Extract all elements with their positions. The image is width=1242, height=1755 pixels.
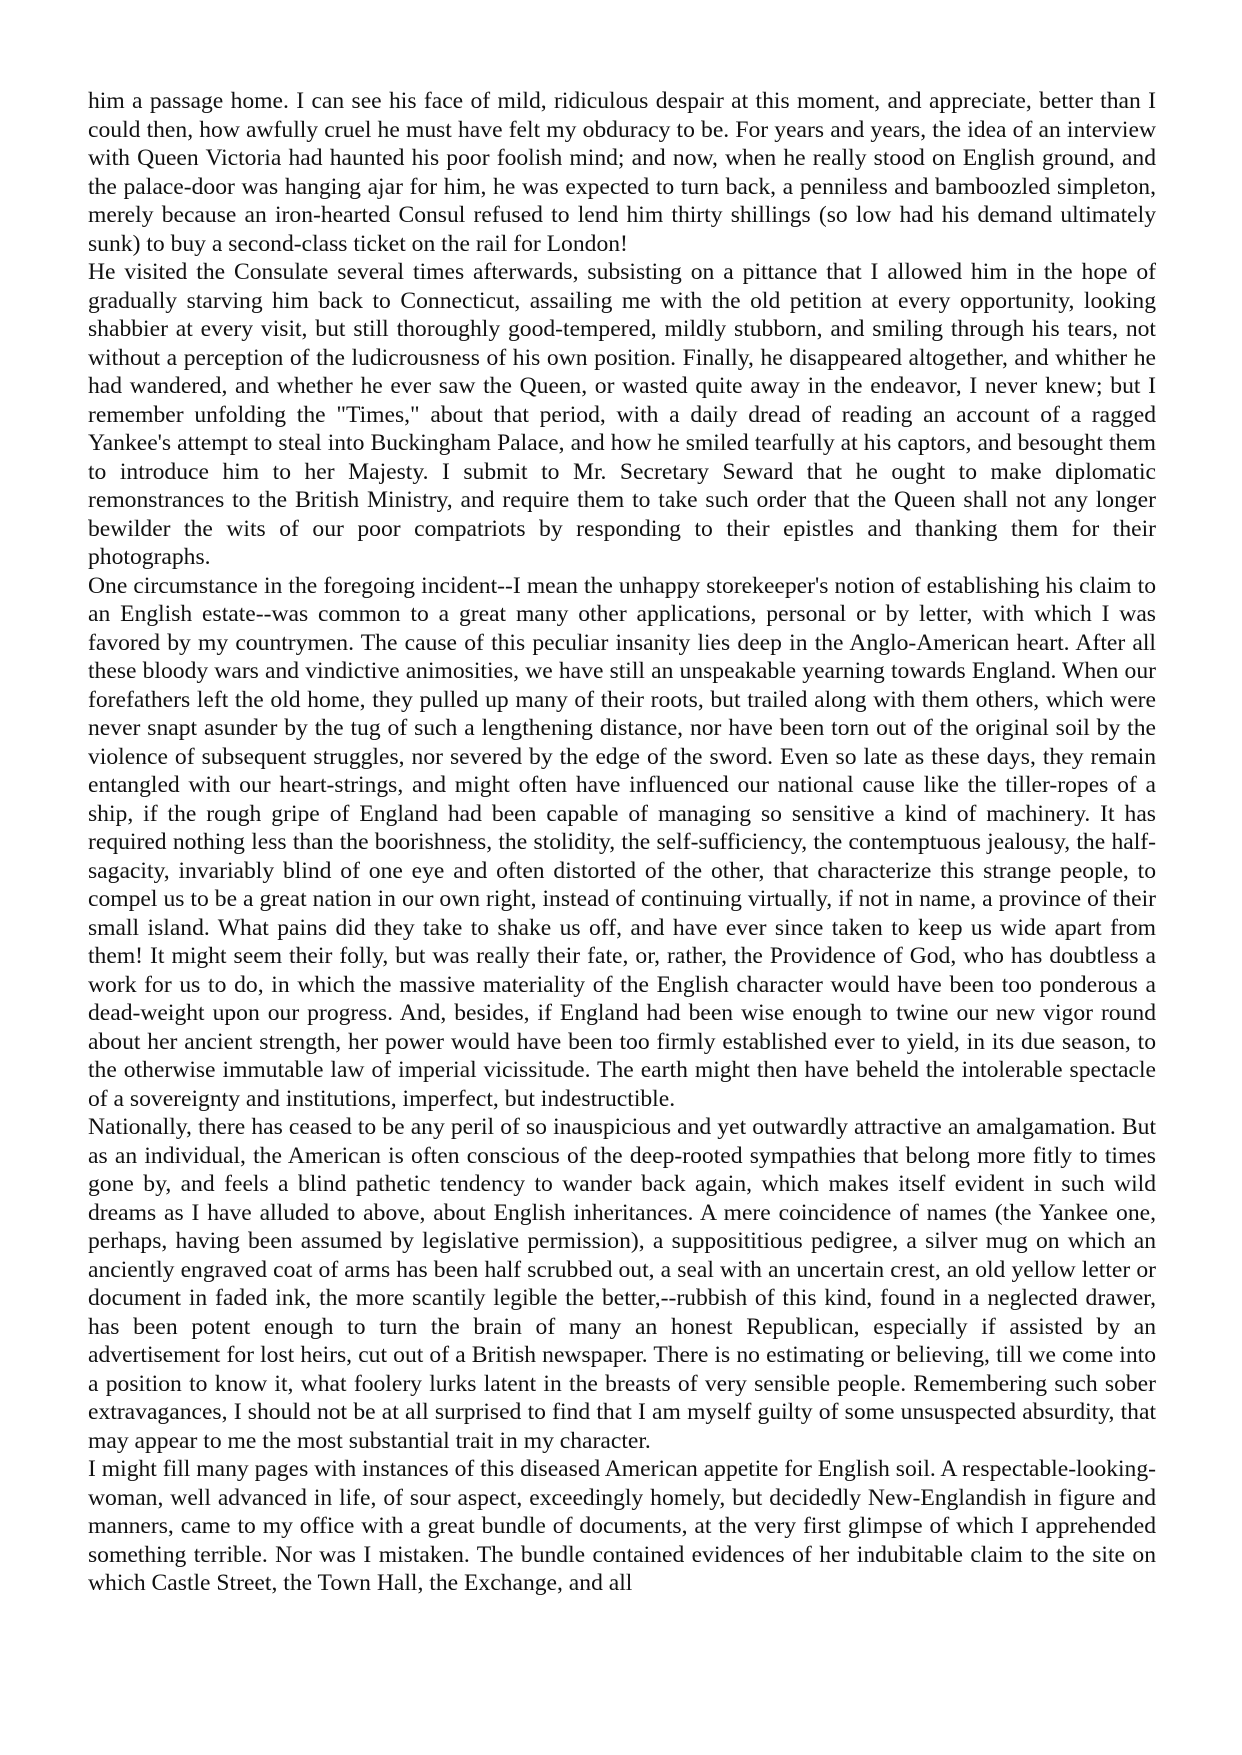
paragraph-5: I might fill many pages with instances of this diseased American appetite for English soil. A respectable-looking-woman, well advanced in life, of sour aspect, exceedingly homely, but decidedly New-Englandish in figure and manners, came to my office with a great bundle of documents, at the very first glimpse of which I apprehended something terrible. Nor was I mistaken. The bundle contained evidences of her indubitable claim to the site on which Castle Street, the Town Hall, the Exchange, and all — [88, 1456, 1156, 1596]
paragraph-2: He visited the Consulate several times afterwards, subsisting on a pittance that I allowed him in the hope of gradually starving him back to Connecticut, assailing me with the old petition at every opportunity, looking shabbier at every visit, but still thoroughly good-tempered, mildly stubborn, and smiling through his tears, not without a perception of the ludicrousness of his own position. Finally, he disappeared altogether, and whither he had wandered, and whether he ever saw the Queen, or wasted quite away in the endeavor, I never knew; but I remember unfolding the "Times," about that period, with a daily dread of reading an account of a ragged Yankee's attempt to steal into Buckingham Palace, and how he smiled tearfully at his captors, and besought them to introduce him to her Majesty. I submit to Mr. Secretary Seward that he ought to make diplomatic remonstrances to the British Ministry, and require them to take such order that the Queen shall not any longer bewilder the wits of our poor compatriots by responding to their epistles and thanking them for their photographs. — [88, 259, 1156, 570]
paragraph-3: One circumstance in the foregoing incident--I mean the unhappy storekeeper's notion of establishing his claim to an English estate--was common to a great many other applications, personal or by letter, with which I was favored by my countrymen. The cause of this peculiar insanity lies deep in the Anglo-American heart. After all these bloody wars and vindictive animosities, we have still an unspeakable yearning towards England. When our forefathers left the old home, they pulled up many of their roots, but trailed along with them others, which were never snapt asunder by the tug of such a lengthening distance, nor have been torn out of the original soil by the violence of subsequent struggles, nor severed by the edge of the sword. Even so late as these days, they remain entangled with our heart-strings, and might often have influenced our national cause like the tiller-ropes of a ship, if the rough gripe of England had been capable of managing so sensitive a kind of machinery. It has required nothing less than the boorishness, the stolidity, the self-sufficiency, the contemptuous jealousy, the half-sagacity, invariably blind of one eye and often distorted of the other, that characterize this strange people, to compel us to be a great nation in our own right, instead of continuing virtually, if not in name, a province of their small island. What pains did they take to shake us off, and have ever since taken to keep us wide apart from them! It might seem their folly, but was really their fate, or, rather, the Providence of God, who has doubtless a work for us to do, in which the massive materiality of the English character would have been too ponderous a dead-weight upon our progress. And, besides, if England had been wise enough to twine our new vigor round about her ancient strength, her power would have been too firmly established ever to yield, in its due season, to the otherwise immutable law of imperial vicissitude. The earth might then have beheld the intolerable spectacle of a sovereignty and institutions, imperfect, but indestructible. — [88, 572, 1156, 1112]
paragraph-4: Nationally, there has ceased to be any peril of so inauspicious and yet outwardly attractive an amalgamation. But as an individual, the American is often conscious of the deep-rooted sympathies that belong more fitly to times gone by, and feels a blind pathetic tendency to wander back again, which makes itself evident in such wild dreams as I have alluded to above, about English inheritances. A mere coincidence of names (the Yankee one, perhaps, having been assumed by legislative permission), a supposititious pedigree, a silver mug on which an anciently engraved coat of arms has been half scrubbed out, a seal with an uncertain crest, an old yellow letter or document in faded ink, the more scantily legible the better,--rubbish of this kind, found in a neglected drawer, has been potent enough to turn the brain of many an honest Republican, especially if assisted by an advertisement for lost heirs, cut out of a British newspaper. There is no estimating or believing, till we come into a position to know it, what foolery lurks latent in the breasts of very sensible people. Remembering such sober extravagances, I should not be at all surprised to find that I am myself guilty of some unsuspected absurdity, that may appear to me the most substantial trait in my character. — [88, 1114, 1156, 1454]
paragraph-1: him a passage home. I can see his face of mild, ridiculous despair at this moment, and appreciate, better than I could then, how awfully cruel he must have felt my obduracy to be. For years and years, the idea of an interview with Queen Victoria had haunted his poor foolish mind; and now, when he really stood on English ground, and the palace-door was hanging ajar for him, he was expected to turn back, a penniless and bamboozled simpleton, merely because an iron-hearted Consul refused to lend him thirty shillings (so low had his demand ultimately sunk) to buy a second-class ticket on the rail for London! — [88, 88, 1156, 257]
document-page — [88, 87, 1156, 1598]
